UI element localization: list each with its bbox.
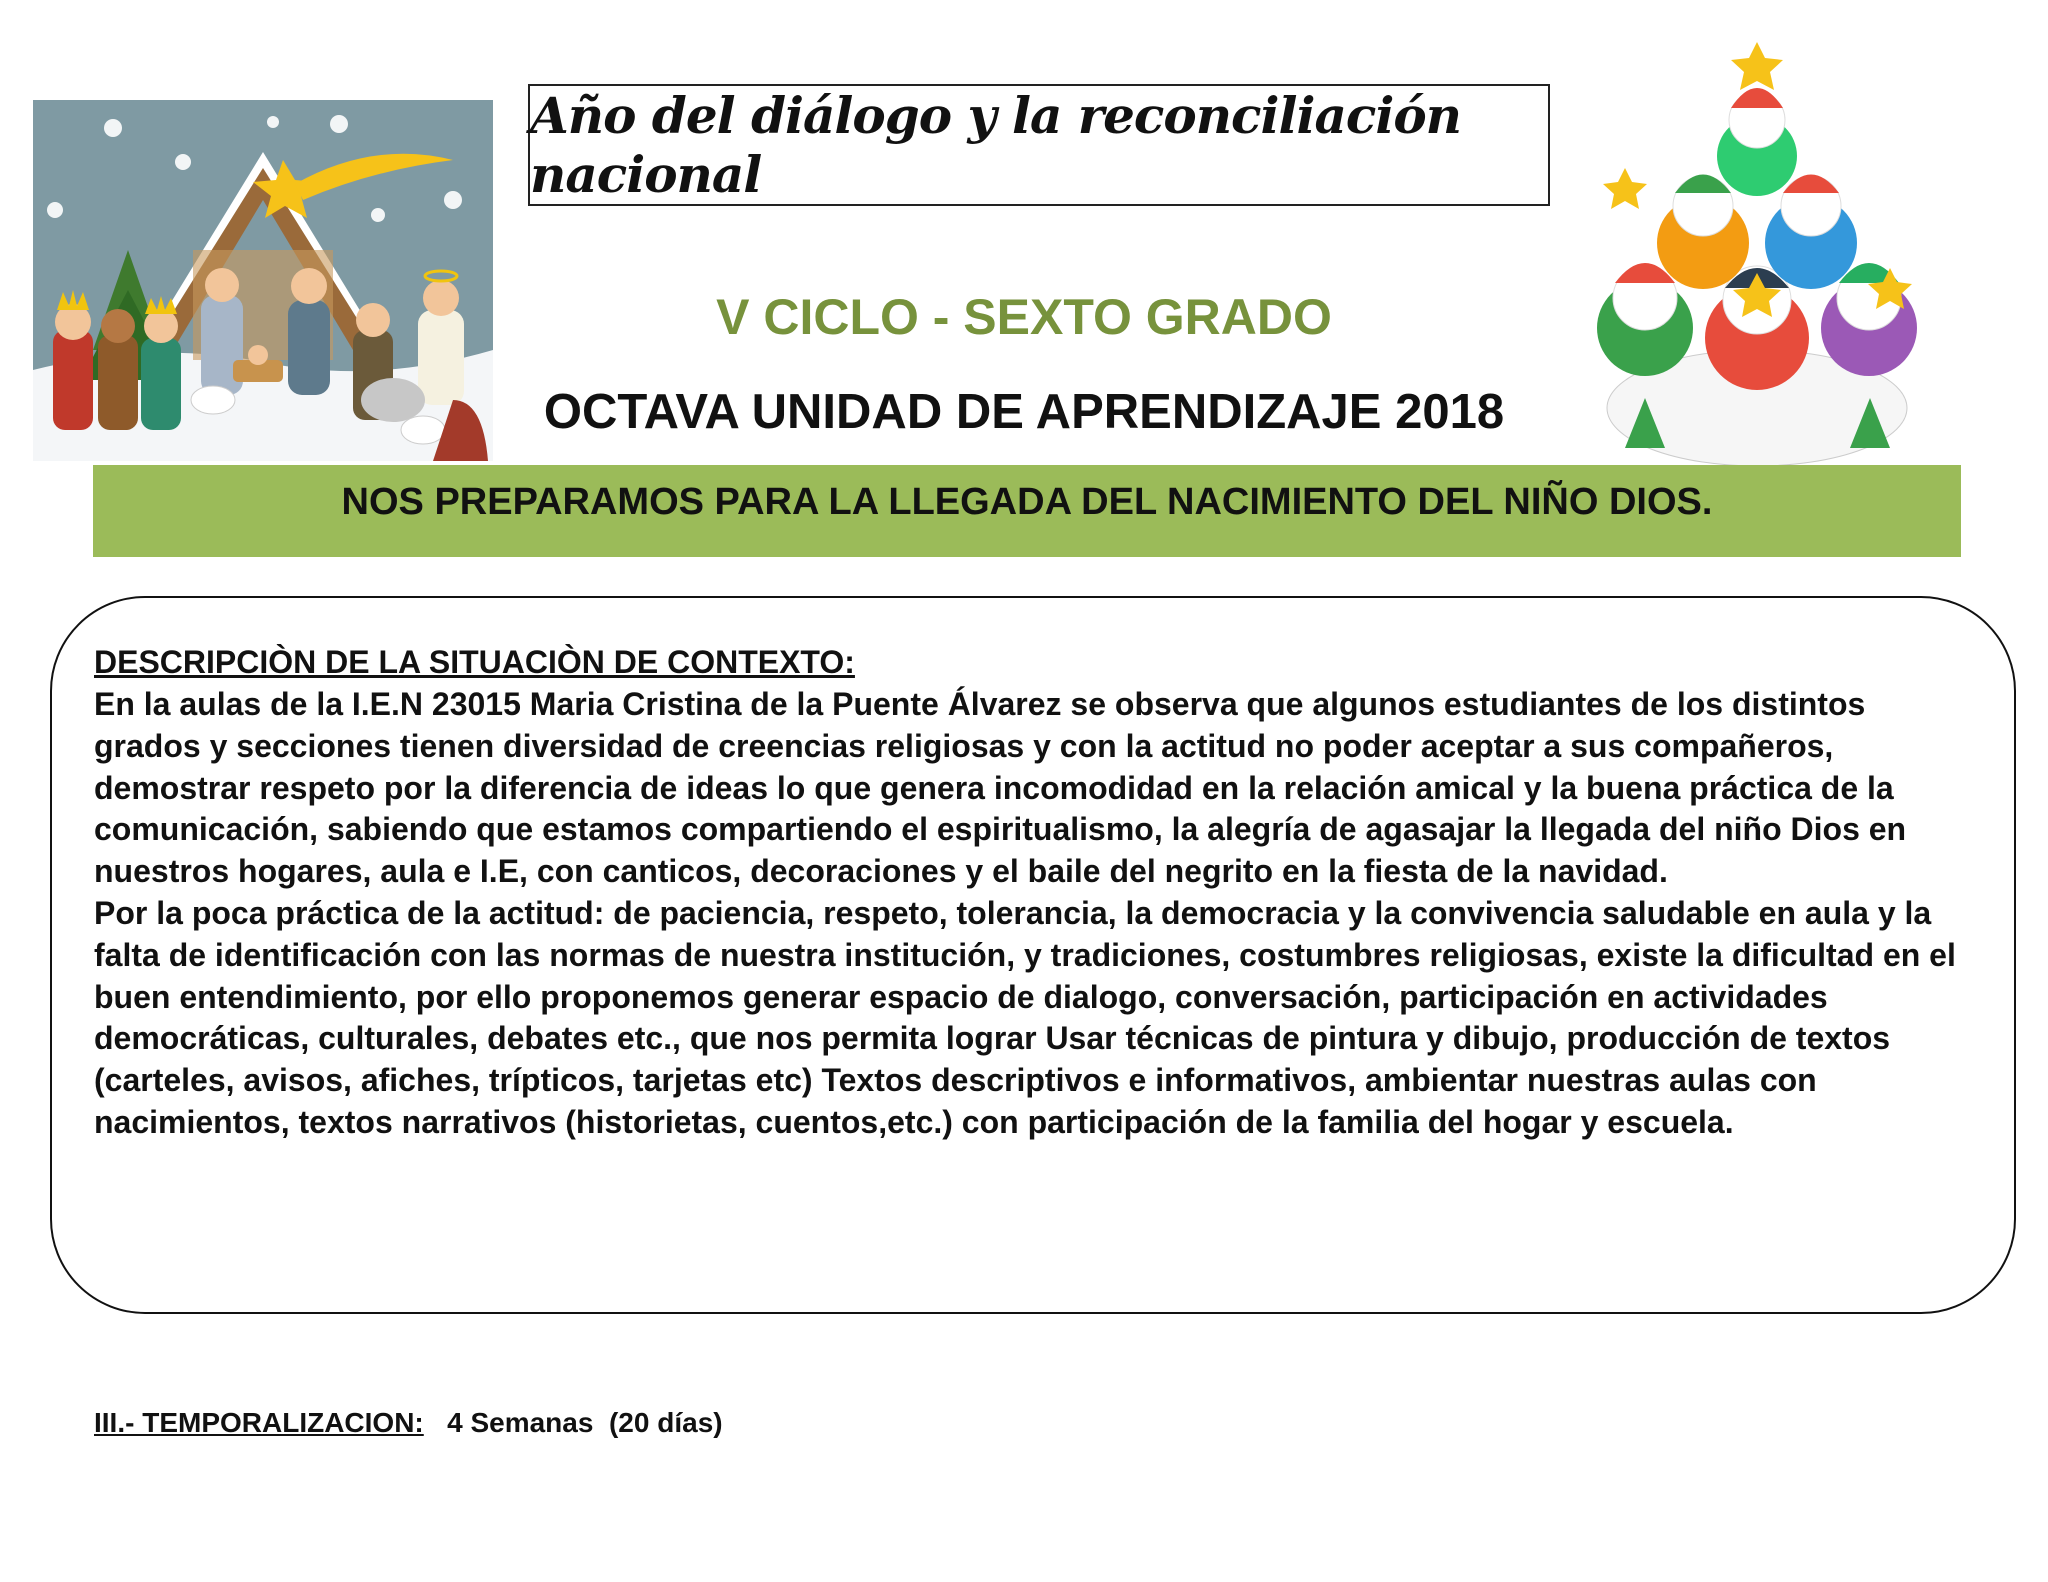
theme-banner [93, 465, 1961, 557]
context-paragraph-1: En la aulas de la I.E.N 23015 Maria Cristina de la Puente Álvarez se observa que algunos estudiantes de los distintos grados y secciones tienen diversidad de creencias religiosas y con la actitud no poder aceptar a sus compañeros, demostrar respeto por la diferencia de ideas lo que genera incomodidad en la relación amical y la buena práctica de la comunicación, sabiendo que estamos compartiendo el espiritualismo, la alegría de agasajar la llegada del niño Dios en nuestros hogares, aula e I.E, con canticos, decoraciones y el baile del negrito en la fiesta de la navidad. [94, 686, 1907, 890]
context-body [94, 684, 1974, 1144]
motto-box [528, 84, 1550, 206]
temporalization-value: 4 Semanas (20 días) [447, 1407, 723, 1438]
cycle-grade-heading: V CICLO - SEXTO GRADO [716, 289, 1332, 345]
context-paragraph-2: Por la poca práctica de la actitud: de paciencia, respeto, tolerancia, la democracia y la convivencia saludable en aula y la falta de identificación con las normas de nuestra institución, y tradiciones, costumbres religiosas, existe la dificultad en el buen entendimiento, por ello proponemos generar espacio de dialogo, conversación, participación en actividades democráticas, culturales, debates etc., que nos permita lograr Usar técnicas de pintura y dibujo, producción de textos (carteles, avisos, afiches, trípticos, tarjetas etc) Textos descriptivos e informativos, ambientar nuestras aulas con nacimientos, textos narrativos (historietas, cuentos,etc.) con participación de la familia del hogar y escuela. [94, 894, 1956, 1140]
temporalization-line [94, 1407, 723, 1439]
temporalization-label: III.- TEMPORALIZACION: [94, 1407, 424, 1438]
banner-text: NOS PREPARAMOS PARA LA LLEGADA DEL NACIMIENTO DEL NIÑO DIOS. [341, 481, 1713, 523]
motto-text: Año del diálogo y la reconciliación nacional [530, 86, 1462, 204]
context-title: DESCRIPCIÒN DE LA SITUACIÒN DE CONTEXTO: [94, 644, 855, 680]
unit-title: OCTAVA UNIDAD DE APRENDIZAJE 2018 [543, 385, 1505, 439]
